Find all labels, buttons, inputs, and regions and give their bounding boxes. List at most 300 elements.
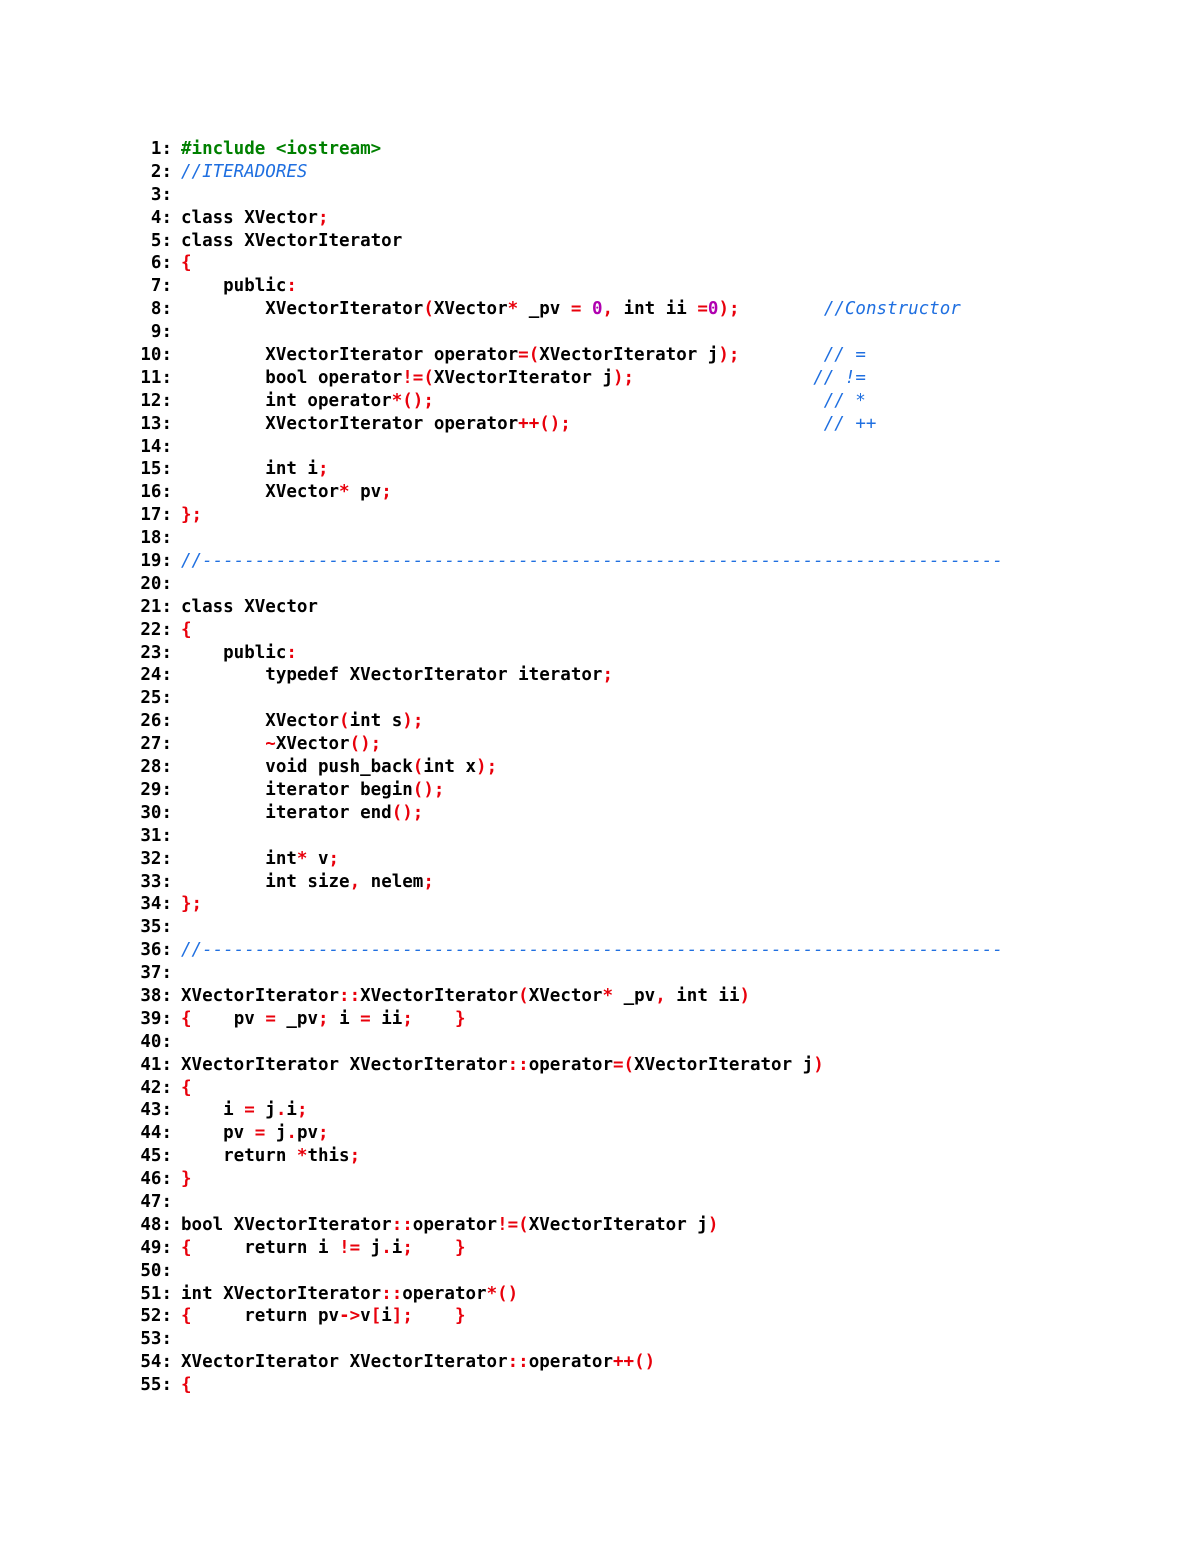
code-token: i <box>328 1008 361 1029</box>
code-line <box>120 252 1120 275</box>
code-text <box>181 596 318 619</box>
code-text <box>181 893 202 916</box>
code-token: int ii <box>613 299 698 320</box>
code-token: XVectorIterator <box>181 985 340 1006</box>
line-number: 21: <box>140 596 172 617</box>
code-token <box>571 414 824 434</box>
code-text <box>181 1374 192 1397</box>
code-line <box>120 1328 1120 1351</box>
code-text <box>181 871 434 894</box>
code-text <box>181 756 497 779</box>
code-token: _pv <box>275 1008 319 1029</box>
line-number: 20: <box>140 573 172 594</box>
code-token: XVector <box>433 299 508 320</box>
code-token: ; <box>402 1237 413 1258</box>
code-line <box>120 710 1120 733</box>
code-line <box>120 207 1120 230</box>
line-number: 6: <box>150 253 172 274</box>
line-number: 3: <box>150 184 172 205</box>
code-token: return i <box>191 1237 340 1258</box>
code-text <box>181 802 423 825</box>
line-number: 39: <box>140 1008 172 1029</box>
code-text <box>181 390 866 413</box>
code-line <box>120 916 1120 939</box>
line-number: 26: <box>140 711 172 732</box>
code-token: :: <box>507 1352 529 1373</box>
code-token: ]; <box>391 1306 413 1327</box>
code-token: i <box>181 1100 245 1121</box>
code-token: *() <box>486 1283 519 1304</box>
code-token: return <box>181 1146 297 1167</box>
code-line <box>120 1008 1120 1031</box>
code-line <box>120 985 1120 1008</box>
line-number: 52: <box>140 1306 172 1327</box>
line-number: 50: <box>140 1260 172 1281</box>
code-token: _pv <box>613 985 656 1006</box>
line-number: 47: <box>140 1191 172 1212</box>
code-token: operator <box>412 1214 498 1235</box>
line-number: 54: <box>140 1352 172 1373</box>
code-token: =( <box>518 345 540 366</box>
code-token: . <box>381 1237 392 1258</box>
code-text <box>181 664 613 687</box>
code-line <box>120 939 1120 962</box>
code-line <box>120 848 1120 871</box>
line-number: 40: <box>140 1031 172 1052</box>
code-token: pv <box>296 1123 319 1144</box>
code-token: i <box>381 1306 392 1327</box>
code-line <box>120 184 1120 207</box>
code-line <box>120 802 1120 825</box>
line-number: 11: <box>140 367 172 388</box>
code-line <box>120 893 1120 916</box>
code-token: XVectorIterator j <box>539 345 719 366</box>
code-line <box>120 367 1120 390</box>
code-token: class XVectorIterator <box>181 230 403 251</box>
line-number: 35: <box>140 917 172 938</box>
line-number: 13: <box>140 413 172 434</box>
line-number: 32: <box>140 848 172 869</box>
code-token: = <box>244 1100 255 1121</box>
code-token: bool XVectorIterator <box>181 1214 392 1235</box>
line-number: 46: <box>140 1169 172 1190</box>
code-text <box>181 344 866 367</box>
line-number: 14: <box>140 436 172 457</box>
code-token: int <box>181 848 297 869</box>
line-number: 34: <box>140 894 172 915</box>
code-token: }; <box>181 505 203 526</box>
code-line <box>120 344 1120 367</box>
code-token: -> <box>339 1306 361 1327</box>
code-line <box>120 527 1120 550</box>
code-token: , <box>655 985 666 1006</box>
code-text <box>181 138 381 161</box>
code-token: * <box>296 848 308 869</box>
code-token: = <box>697 299 708 320</box>
code-text <box>181 1237 466 1260</box>
line-number: 37: <box>140 963 172 984</box>
code-text <box>181 1122 329 1145</box>
code-line <box>120 1077 1120 1100</box>
code-token: } <box>455 1237 466 1258</box>
code-token: ; <box>317 459 329 480</box>
code-token: ( <box>423 299 434 320</box>
code-text <box>181 252 192 275</box>
code-token: return pv <box>191 1306 340 1327</box>
code-token: XVectorIterator j <box>433 367 613 388</box>
code-token: (); <box>349 734 382 755</box>
code-text <box>181 642 297 665</box>
code-token: pv <box>181 1123 255 1144</box>
code-line <box>120 825 1120 848</box>
code-token: [ <box>370 1306 382 1327</box>
code-text <box>181 619 192 642</box>
code-line <box>120 871 1120 894</box>
code-line <box>120 1031 1120 1054</box>
code-token: ); <box>476 757 498 778</box>
code-line <box>120 1283 1120 1306</box>
code-text <box>181 207 329 230</box>
code-line <box>120 1305 1120 1328</box>
code-token: ; <box>328 848 340 869</box>
code-token: , <box>349 871 361 892</box>
code-text <box>181 1305 466 1328</box>
code-token: XVectorIterator XVectorIterator <box>181 1054 508 1075</box>
line-number: 4: <box>150 207 172 228</box>
code-token: class XVector <box>181 596 318 617</box>
code-text <box>181 733 381 756</box>
code-token: ; <box>349 1146 361 1167</box>
code-token: j <box>265 1123 287 1144</box>
code-token: // = <box>823 345 866 366</box>
code-token: ; <box>318 1123 329 1144</box>
line-number: 18: <box>140 528 172 549</box>
code-token: void push_back <box>181 757 413 778</box>
code-token: { <box>181 1237 192 1258</box>
code-text <box>181 550 1003 573</box>
line-number: 23: <box>140 642 172 663</box>
code-token: . <box>286 1123 297 1144</box>
code-token: nelem <box>360 871 424 892</box>
code-token: }; <box>181 894 203 915</box>
code-token: XVector <box>275 734 350 755</box>
code-line <box>120 1099 1120 1122</box>
code-token: int i <box>181 459 318 480</box>
line-number: 24: <box>140 665 172 686</box>
line-number: 27: <box>140 734 172 755</box>
code-token: ); <box>402 711 424 732</box>
code-token: XVector <box>181 482 340 503</box>
code-token: bool operator <box>181 367 403 388</box>
code-token: !=( <box>497 1214 529 1235</box>
line-number: 30: <box>140 802 172 823</box>
code-line <box>120 230 1120 253</box>
code-token: :: <box>339 985 361 1006</box>
code-line <box>120 504 1120 527</box>
line-number: 33: <box>140 871 172 892</box>
code-token: } <box>181 1169 192 1190</box>
code-line <box>120 962 1120 985</box>
code-text <box>181 458 329 481</box>
code-token: ++() <box>613 1352 656 1373</box>
code-token: iterator begin <box>181 779 413 800</box>
code-token: // ++ <box>823 413 877 434</box>
code-token: int size <box>181 871 350 892</box>
code-token: operator <box>528 1352 613 1373</box>
code-token: != <box>339 1237 361 1258</box>
line-number: 19: <box>140 551 172 572</box>
code-token: XVectorIterator <box>360 985 519 1006</box>
code-token: * <box>507 299 519 320</box>
code-token: j <box>360 1237 382 1258</box>
code-token: ; <box>423 871 434 892</box>
code-text <box>181 1283 518 1306</box>
code-line <box>120 1351 1120 1374</box>
line-number: 8: <box>150 299 172 320</box>
code-token: //---------------------------------------------------------------------------- <box>181 940 1003 961</box>
code-line <box>120 298 1120 321</box>
code-token: iterator end <box>181 802 392 823</box>
code-line <box>120 458 1120 481</box>
code-token: operator <box>528 1054 613 1075</box>
code-line <box>120 596 1120 619</box>
code-token: int x <box>423 757 477 778</box>
code-token: = <box>254 1123 266 1144</box>
code-line <box>120 481 1120 504</box>
code-token <box>740 299 824 319</box>
code-line <box>120 550 1120 573</box>
code-token: ); <box>613 367 635 388</box>
code-text <box>181 481 392 504</box>
code-text <box>181 1214 718 1237</box>
code-token: = <box>570 299 582 320</box>
code-text <box>181 275 297 298</box>
code-line <box>120 1191 1120 1214</box>
code-line <box>120 779 1120 802</box>
code-token: = <box>360 1008 371 1029</box>
code-token: XVectorIterator j <box>634 1054 814 1075</box>
line-number: 9: <box>150 322 172 343</box>
code-text <box>181 230 402 253</box>
code-token: :: <box>391 1214 413 1235</box>
code-token: (); <box>391 802 424 823</box>
code-token: * <box>602 985 614 1006</box>
code-token: *(); <box>391 390 434 411</box>
code-line <box>120 1122 1120 1145</box>
code-line <box>120 390 1120 413</box>
code-token <box>634 368 813 388</box>
line-number: 15: <box>140 459 172 480</box>
code-token <box>739 345 823 365</box>
code-text <box>181 848 339 871</box>
line-number: 53: <box>140 1329 172 1350</box>
line-number: 36: <box>140 940 172 961</box>
line-number: 17: <box>140 505 172 526</box>
code-token: (); <box>412 779 445 800</box>
line-number: 31: <box>140 825 172 846</box>
code-token <box>413 1306 455 1326</box>
code-token: class XVector <box>181 207 318 228</box>
code-token: ii <box>370 1008 403 1029</box>
code-line <box>120 642 1120 665</box>
code-text <box>181 367 866 390</box>
code-line <box>120 664 1120 687</box>
line-number: 7: <box>150 276 172 297</box>
code-token: typedef XVectorIterator iterator <box>181 665 603 686</box>
code-token: public <box>181 642 287 663</box>
code-token: ; <box>381 482 392 503</box>
code-text <box>181 504 202 527</box>
code-line <box>120 413 1120 436</box>
code-token: int ii <box>665 985 740 1006</box>
code-token: _pv <box>518 299 571 320</box>
code-token: //Constructor <box>823 299 961 320</box>
code-token: pv <box>191 1008 266 1029</box>
line-number: 1: <box>150 139 172 159</box>
code-text <box>181 413 876 436</box>
code-token: #include <iostream> <box>181 139 382 159</box>
code-token: . <box>275 1100 287 1121</box>
code-token: } <box>455 1306 466 1327</box>
code-line <box>120 733 1120 756</box>
code-token: XVectorIterator operator <box>181 413 519 434</box>
code-token: operator <box>402 1283 487 1304</box>
code-token: ); <box>718 345 740 366</box>
code-line <box>120 1374 1120 1397</box>
code-token: !=( <box>402 367 434 388</box>
code-token: { <box>181 253 192 274</box>
code-token: { <box>181 619 192 640</box>
code-token: pv <box>349 482 382 503</box>
code-token: this <box>307 1146 350 1167</box>
code-line <box>120 756 1120 779</box>
code-token: XVectorIterator XVectorIterator <box>181 1352 508 1373</box>
code-token: :: <box>507 1054 529 1075</box>
line-number: 29: <box>140 779 172 800</box>
line-number: 38: <box>140 985 172 1006</box>
line-number: 10: <box>140 345 172 366</box>
code-line <box>120 1168 1120 1191</box>
code-token: ) <box>739 985 751 1006</box>
code-token: , <box>602 299 614 320</box>
code-token: int s <box>349 711 403 732</box>
code-token: //---------------------------------------------------------------------------- <box>181 551 1003 572</box>
code-text <box>181 710 423 733</box>
code-text <box>181 779 444 802</box>
code-token: { <box>181 1375 192 1396</box>
code-token: i <box>391 1237 403 1258</box>
code-text <box>181 985 750 1008</box>
line-number: 16: <box>140 482 172 503</box>
line-number: 28: <box>140 757 172 778</box>
code-token: } <box>455 1008 466 1029</box>
code-line <box>120 1054 1120 1077</box>
code-token: : <box>286 276 297 297</box>
code-text <box>181 161 307 184</box>
code-token: =( <box>613 1054 635 1075</box>
code-text <box>181 1054 824 1077</box>
code-line <box>120 1260 1120 1283</box>
line-number: 25: <box>140 688 172 709</box>
code-token: :: <box>381 1283 403 1304</box>
code-listing <box>120 138 1120 1397</box>
code-token: XVectorIterator <box>181 299 424 320</box>
code-token: int XVectorIterator <box>181 1283 382 1304</box>
code-token <box>413 1009 455 1029</box>
code-token: v <box>307 848 329 869</box>
line-number: 49: <box>140 1237 172 1258</box>
code-token: // != <box>813 367 866 388</box>
code-token: * <box>339 482 350 503</box>
line-number: 48: <box>140 1214 172 1235</box>
code-text <box>181 1008 466 1031</box>
code-line <box>120 275 1120 298</box>
code-token: public <box>181 276 287 297</box>
code-token: = <box>265 1008 276 1029</box>
code-token: { <box>181 1077 192 1098</box>
line-number: 22: <box>140 619 172 640</box>
code-token: ); <box>718 299 740 320</box>
code-token: XVectorIterator operator <box>181 345 519 366</box>
code-token: ~ <box>181 734 276 755</box>
code-text <box>181 939 1003 962</box>
line-number: 5: <box>150 230 172 251</box>
code-token: XVector <box>528 985 603 1006</box>
code-line <box>120 436 1120 459</box>
code-token: ; <box>602 665 613 686</box>
code-token: ; <box>318 1008 329 1029</box>
code-token: { <box>181 1306 192 1327</box>
code-token: v <box>360 1306 371 1327</box>
code-token: ) <box>707 1214 719 1235</box>
code-token <box>581 299 592 319</box>
line-number: 42: <box>140 1077 172 1098</box>
code-line <box>120 1145 1120 1168</box>
code-token: j <box>254 1100 276 1121</box>
code-token: ( <box>339 711 350 732</box>
code-token: 0 <box>707 299 719 320</box>
code-token: // * <box>823 390 866 411</box>
code-token: ++(); <box>518 413 571 434</box>
code-text <box>181 1168 192 1191</box>
code-text <box>181 1077 192 1100</box>
code-token: ; <box>296 1100 308 1121</box>
line-number: 44: <box>140 1123 172 1144</box>
code-token: 0 <box>591 299 603 320</box>
code-token: ; <box>317 207 329 228</box>
code-text <box>181 1099 307 1122</box>
code-token: int operator <box>181 390 392 411</box>
code-token: ( <box>518 985 529 1006</box>
line-number: 2: <box>150 161 172 182</box>
code-token: i <box>286 1100 297 1121</box>
line-number: 41: <box>140 1054 172 1075</box>
code-token: ; <box>402 1008 413 1029</box>
code-line <box>120 619 1120 642</box>
code-text <box>181 1145 360 1168</box>
code-line <box>120 321 1120 344</box>
code-token: XVectorIterator j <box>528 1214 708 1235</box>
code-token: ( <box>412 757 424 778</box>
code-token: { <box>181 1008 192 1029</box>
code-line <box>120 161 1120 184</box>
line-number: 55: <box>140 1375 172 1396</box>
code-text <box>181 1351 655 1374</box>
code-token: * <box>296 1146 308 1167</box>
code-text <box>181 298 961 321</box>
line-number: 51: <box>140 1283 172 1304</box>
code-token: XVector <box>181 711 340 732</box>
